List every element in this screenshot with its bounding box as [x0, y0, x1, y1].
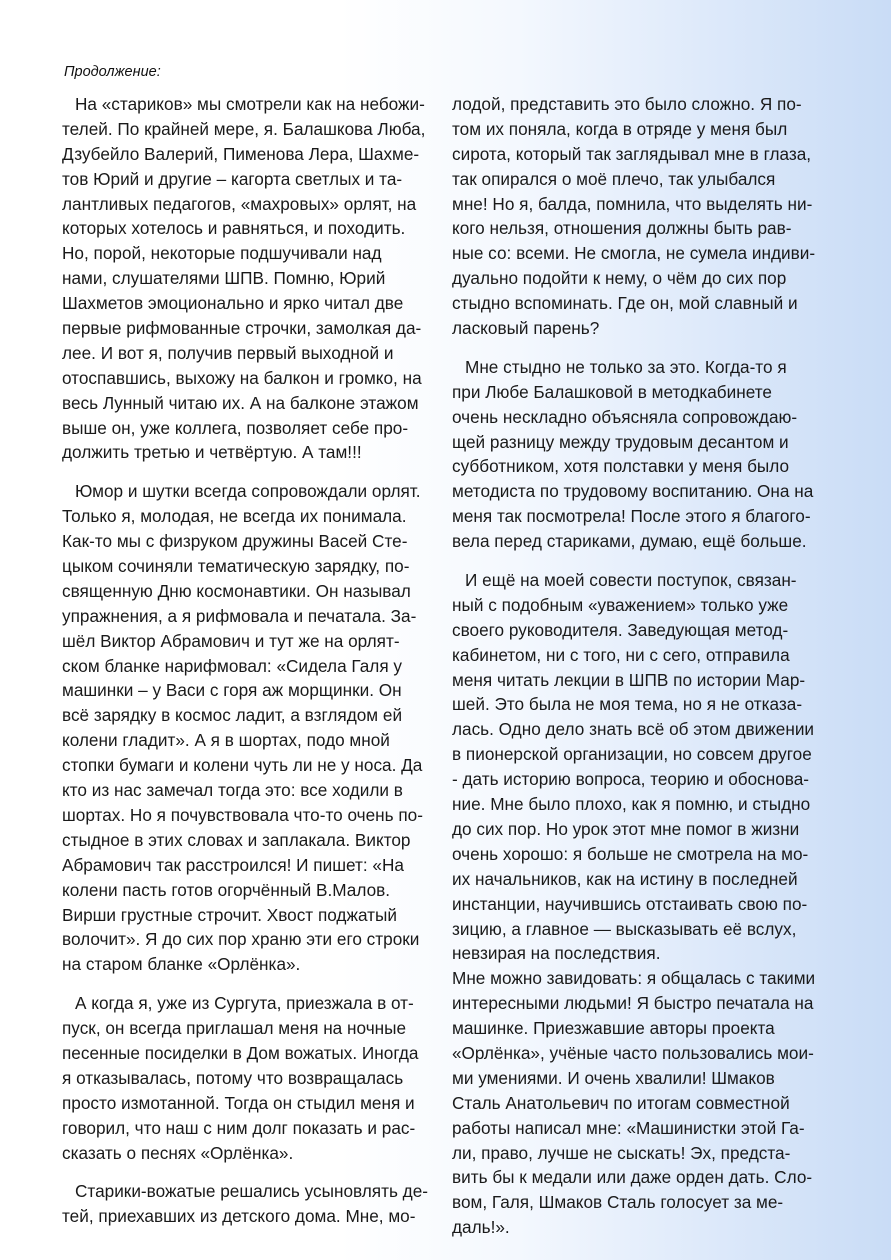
- text-line: щей разницу между трудовым десантом и: [452, 431, 789, 452]
- paragraph: [62, 92, 444, 465]
- text-line: зицию, а главное — высказывать её вслух,: [452, 918, 797, 939]
- text-line: кто из нас замечал тогда это: все ходили в: [62, 780, 403, 801]
- text-line: Мне можно завидовать: я общалась с такими: [452, 968, 816, 989]
- text-line: шей. Это была не моя тема, но я не отказа-: [452, 694, 803, 715]
- paragraph: [62, 1179, 444, 1229]
- text-line: лась. Одно дело знать всё об этом движении: [452, 719, 815, 740]
- text-line: машинки – у Васи с горя аж морщинки. Он: [62, 680, 402, 701]
- text-line: волочит». Я до сих пор храню эти его строки: [62, 929, 420, 950]
- text-line: сказать о песнях «Орлёнка».: [62, 1142, 294, 1163]
- text-line: вом, Галя, Шмаков Сталь голосует за ме-: [452, 1192, 784, 1213]
- text-line: дуально подойти к нему, о чём до сих пор: [452, 268, 787, 289]
- text-line: так опирался о моё плечо, так улыбался: [452, 168, 776, 189]
- text-line: упражнения, а я рифмовала и печатала. За-: [62, 605, 417, 626]
- text-line: песенные посиделки в Дом вожатых. Иногда: [62, 1042, 419, 1063]
- text-line: вить бы к медали или даже орден дать. Сло-: [452, 1167, 813, 1188]
- text-line: тов Юрий и другие – кагорта светлых и та-: [62, 168, 403, 189]
- paragraph: [452, 966, 834, 1240]
- text-line: мне! Но я, балда, помнила, что выделять ни-: [452, 193, 813, 214]
- text-line: тей, приехавших из детского дома. Мне, мо-: [62, 1206, 416, 1227]
- paragraph: [452, 92, 834, 341]
- text-line: телей. По крайней мере, я. Балашкова Люба,: [62, 118, 426, 139]
- text-line: отоспавшись, выхожу на балкон и громко, на: [62, 367, 422, 388]
- text-line: Как-то мы с физруком дружины Васей Сте-: [62, 531, 408, 552]
- text-line: которых хотелось и равняться, и походить.: [62, 218, 406, 239]
- text-line: нами, слушателями ШПВ. Помню, Юрий: [62, 268, 386, 289]
- paragraph: [452, 568, 834, 966]
- text-line: очень нескладно объясняла сопровождаю-: [452, 406, 798, 427]
- text-line: выше он, уже коллега, позволяет себе про-: [62, 417, 409, 438]
- text-line: На «стариков» мы смотрели как на небожи-: [75, 94, 425, 114]
- text-line: первые рифмованные строчки, замолкая да-: [62, 318, 422, 339]
- text-line: их начальников, как на истину в последней: [452, 868, 798, 889]
- right-column: [452, 92, 834, 1240]
- text-line: ми умениями. И очень хвалили! Шмаков: [452, 1067, 775, 1088]
- text-line: ние. Мне было плохо, как я помню, и стыдно: [452, 794, 811, 815]
- text-line: на старом бланке «Орлёнка».: [62, 954, 301, 975]
- text-line: И ещё на моей совести поступок, связан-: [465, 570, 797, 591]
- text-line: Вирши грустные строчит. Хвост поджатый: [62, 904, 397, 925]
- paragraph: [62, 479, 444, 977]
- text-line: Мне стыдно не только за это. Когда-то я: [465, 356, 787, 377]
- left-column: [62, 92, 444, 1229]
- page-heading: Продолжение:: [64, 64, 161, 80]
- text-line: кого нельзя, отношения должны быть рав-: [452, 218, 792, 239]
- text-line: - дать историю вопроса, теорию и обоснова-: [452, 769, 810, 790]
- text-line: колени гладит». А я в шортах, подо мной: [62, 730, 390, 751]
- text-line: лантливых педагогов, «махровых» орлят, на: [62, 193, 417, 214]
- text-line: очень хорошо: я больше не смотрела на мо-: [452, 843, 809, 864]
- text-line: инстанции, научившись отстаивать свою по-: [452, 893, 808, 914]
- text-line: «Орлёнка», учёные часто пользовались мои-: [452, 1042, 814, 1063]
- text-line: ные со: всеми. Не смогла, не сумела индиви-: [452, 243, 816, 264]
- text-line: том их поняла, когда в отряде у меня был: [452, 118, 788, 139]
- text-line: Старики-вожатые решались усыновлять де-: [75, 1181, 428, 1202]
- text-line: ласковый парень?: [452, 318, 600, 339]
- text-line: стопки бумаги и колени чуть ли не у носа. Да: [62, 755, 423, 776]
- text-line: стыдное в этих словах и заплакала. Виктор: [62, 829, 411, 850]
- text-line: интересными людьми! Я быстро печатала на: [452, 993, 814, 1014]
- text-line: Дзубейло Валерий, Пименова Лера, Шахме-: [62, 143, 420, 164]
- text-line: просто измотанной. Тогда он стыдил меня и: [62, 1092, 415, 1113]
- text-line: машинке. Приезжавшие авторы проекта: [452, 1018, 775, 1039]
- text-line: невзирая на последствия.: [452, 943, 661, 964]
- text-line: при Любе Балашковой в методкабинете: [452, 381, 772, 402]
- text-line: Юмор и шутки всегда сопровождали орлят.: [75, 481, 421, 502]
- text-line: ском бланке нарифмовал: «Сидела Галя у: [62, 655, 403, 676]
- text-line: шортах. Но я почувствовала что-то очень по-: [62, 804, 423, 825]
- text-line: стыдно вспоминать. Где он, мой славный и: [452, 293, 798, 314]
- text-line: весь Лунный читаю их. А на балконе этажом: [62, 392, 419, 413]
- paragraph: [452, 355, 834, 554]
- text-line: меня так посмотрела! После этого я благого-: [452, 506, 811, 527]
- text-line: методиста по трудовому воспитанию. Она на: [452, 481, 814, 502]
- text-line: Сталь Анатольевич по итогам совместной: [452, 1092, 790, 1113]
- text-line: я отказывалась, потому что возвращалась: [62, 1067, 404, 1088]
- text-line: цыком сочиняли тематическую зарядку, по-: [62, 556, 410, 577]
- text-line: Шахметов эмоционально и ярко читал две: [62, 293, 404, 314]
- text-line: меня читать лекции в ШПВ по истории Мар-: [452, 669, 806, 690]
- paragraph: [62, 991, 444, 1165]
- text-line: Абрамович так расстроился! И пишет: «На: [62, 854, 404, 875]
- text-line: А когда я, уже из Сургута, приезжала в от-: [75, 993, 414, 1014]
- text-line: своего руководителя. Заведующая метод-: [452, 619, 789, 640]
- text-line: вела перед стариками, думаю, ещё больше.: [452, 531, 807, 552]
- text-line: ный с подобным «уважением» только уже: [452, 594, 789, 615]
- text-line: пуск, он всегда приглашал меня на ночные: [62, 1018, 407, 1039]
- text-line: лее. И вот я, получив первый выходной и: [62, 342, 394, 363]
- text-line: лодой, представить это было сложно. Я по-: [452, 94, 802, 114]
- text-line: Только я, молодая, не всегда их понимала.: [62, 506, 407, 527]
- text-line: священную Дню космонавтики. Он называл: [62, 580, 411, 601]
- text-line: всё зарядку в космос ладит, а взглядом ей: [62, 705, 403, 726]
- text-line: ли, право, лучше не сыскать! Эх, предста-: [452, 1142, 791, 1163]
- text-line: работы написал мне: «Машинистки этой Га-: [452, 1117, 805, 1138]
- text-line: даль!».: [452, 1217, 510, 1238]
- text-line: сирота, который так заглядывал мне в глаза,: [452, 143, 812, 164]
- text-line: Но, порой, некоторые подшучивали над: [62, 243, 382, 264]
- text-line: колени пасть готов огорчённый В.Малов.: [62, 879, 391, 900]
- text-line: шёл Виктор Абрамович и тут же на орлят-: [62, 630, 400, 651]
- text-line: должить третью и четвёртую. А там!!!: [62, 442, 362, 463]
- text-line: до сих пор. Но урок этот мне помог в жизни: [452, 818, 800, 839]
- text-line: говорил, что наш с ним долг показать и рас-: [62, 1117, 416, 1138]
- text-line: в пионерской организации, но совсем другое: [452, 744, 812, 765]
- text-line: субботником, хотя полставки у меня было: [452, 456, 790, 477]
- text-line: кабинетом, ни с того, ни с сего, отправила: [452, 644, 790, 665]
